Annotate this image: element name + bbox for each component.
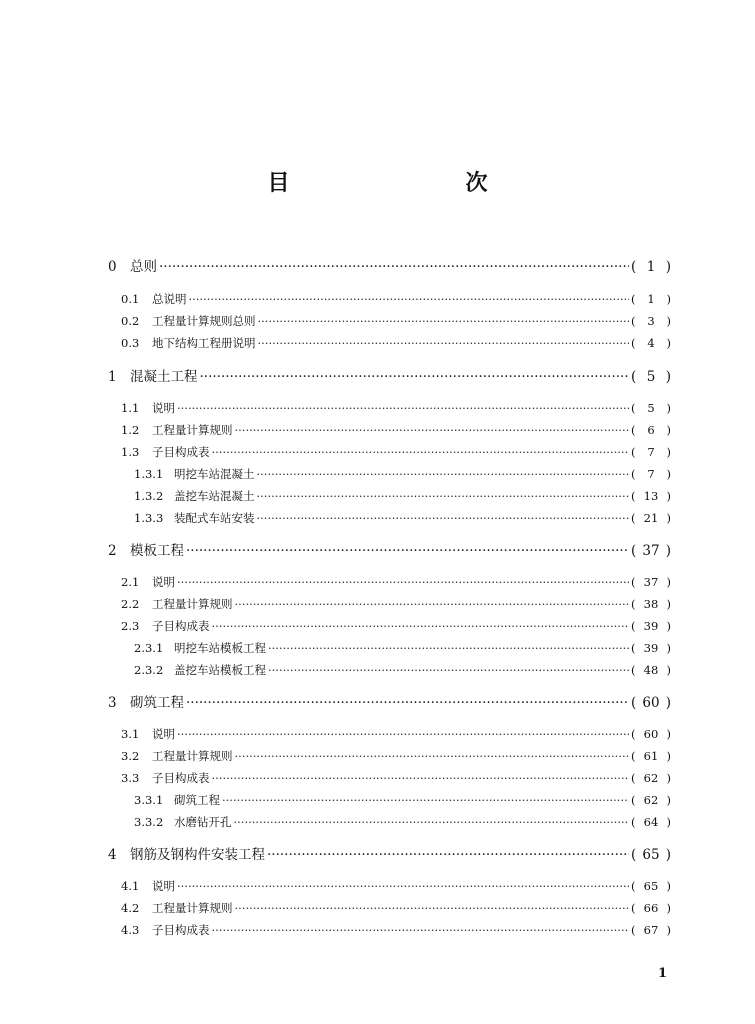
close-paren: ) [665,259,671,275]
toc-entry-number: 3.3.2 [134,815,164,829]
toc-entry-page [631,465,671,483]
toc-entry-page [631,617,671,635]
page-number-value: 65 [643,879,659,893]
toc-entry-title: 子目构成表 [152,923,210,937]
toc-entry-title: 钢筋及钢构件安装工程 [130,847,265,863]
dot-leader [177,877,629,895]
toc-entry-page [631,694,671,712]
page-number-value: 13 [643,489,659,503]
toc-entry[interactable] [0,421,755,439]
toc-entry-page [631,877,671,895]
close-paren: ) [666,445,671,459]
toc-entry[interactable] [0,595,755,613]
toc-entry-number: 3.2 [121,749,140,763]
dot-leader [212,921,630,939]
toc-entry-page [631,846,671,864]
close-paren: ) [666,815,671,829]
open-paren: ( [631,575,636,589]
open-paren: ( [631,336,636,350]
page-number-value: 1 [646,259,656,275]
page-number-value: 66 [643,901,659,915]
page-number-value: 5 [646,369,656,385]
dot-leader [258,334,630,352]
toc-entry-number: 0 [108,259,117,275]
open-paren: ( [631,511,636,525]
dot-leader [235,421,630,439]
toc-entry-page [631,747,671,765]
page-number-value: 64 [643,815,659,829]
toc-entry[interactable] [0,443,755,461]
toc-entry-page [631,290,671,308]
toc-entry[interactable] [0,769,755,787]
toc-entry-number: 2.3.1 [134,641,164,655]
page-number-value: 61 [643,749,659,763]
toc-entry-title: 工程量计算规则 [152,597,233,611]
toc-entry-number: 3.1 [121,727,140,741]
page-number-value: 62 [643,771,659,785]
toc-entry[interactable] [0,399,755,417]
toc-entry-title: 说明 [152,727,175,741]
close-paren: ) [666,749,671,763]
toc-entry-title: 明挖车站混凝土 [174,467,255,481]
dot-leader [212,443,630,461]
open-paren: ( [631,401,636,415]
close-paren: ) [666,901,671,915]
toc-entry-page [631,769,671,787]
page-title: 目 次 [267,171,532,196]
open-paren: ( [631,597,636,611]
toc-entry-page [631,258,671,276]
page-number-value: 3 [647,314,655,328]
open-paren: ( [631,695,637,711]
page-number-value: 67 [643,923,659,937]
toc-entry[interactable] [0,509,755,527]
dot-leader [222,791,629,809]
open-paren: ( [631,879,636,893]
toc-entry-title: 明挖车站模板工程 [174,641,266,655]
page-number-value: 60 [643,727,659,741]
page-number-value: 5 [647,401,655,415]
toc-entry-title: 水磨钻开孔 [174,815,232,829]
toc-entry-page [631,639,671,657]
toc-entry[interactable] [0,846,755,864]
open-paren: ( [631,815,636,829]
toc-entry-page [631,813,671,831]
toc-entry-page [631,661,671,679]
open-paren: ( [631,619,636,633]
dot-leader [186,694,629,712]
dot-leader [200,368,630,386]
dot-leader [235,899,630,917]
toc-entry-number: 1.3.1 [134,467,164,481]
close-paren: ) [665,543,671,559]
toc-entry-number: 2.1 [121,575,140,589]
toc-entry[interactable] [0,639,755,657]
toc-entry-number: 0.1 [121,292,140,306]
toc-entry[interactable] [0,813,755,831]
page-number-value: 21 [643,511,659,525]
close-paren: ) [666,314,671,328]
toc-entry-page [631,725,671,743]
dot-leader [235,595,630,613]
close-paren: ) [666,771,671,785]
toc-entry-page [631,542,671,560]
open-paren: ( [631,423,636,437]
close-paren: ) [666,423,671,437]
toc-entry-title: 总说明 [152,292,187,306]
dot-leader [189,290,630,308]
close-paren: ) [665,847,671,863]
toc-entry-page [631,595,671,613]
open-paren: ( [631,259,637,275]
page-number-value: 60 [642,695,660,711]
toc-entry-page [631,509,671,527]
toc-entry-title: 混凝土工程 [130,369,198,385]
toc-entry-title: 砌筑工程 [174,793,220,807]
toc-entry-title: 装配式车站安装 [174,511,255,525]
toc-entry-title: 砌筑工程 [130,695,184,711]
open-paren: ( [631,369,637,385]
page-number-value: 7 [647,445,655,459]
toc-entry-page [631,421,671,439]
toc-entry-title: 工程量计算规则 [152,901,233,915]
toc-entry-number: 1.1 [121,401,140,415]
dot-leader [235,747,630,765]
toc-entry-number: 4.1 [121,879,140,893]
open-paren: ( [631,663,636,677]
toc-entry[interactable] [0,542,755,560]
toc-entry-title: 工程量计算规则 [152,423,233,437]
open-paren: ( [631,467,636,481]
toc-entry[interactable] [0,573,755,591]
toc-entry[interactable] [0,921,755,939]
toc-entry-title: 子目构成表 [152,619,210,633]
open-paren: ( [631,847,637,863]
dot-leader [159,258,629,276]
page-number-value: 1 [647,292,655,306]
toc-entry-number: 1.2 [121,423,140,437]
close-paren: ) [666,923,671,937]
page-number-value: 65 [642,847,660,863]
page-number-value: 39 [643,641,659,655]
toc-entry-page [631,399,671,417]
close-paren: ) [666,292,671,306]
toc-entry[interactable] [0,791,755,809]
dot-leader [257,487,630,505]
close-paren: ) [666,641,671,655]
open-paren: ( [631,543,637,559]
toc-entry-title: 盖挖车站模板工程 [174,663,266,677]
toc-entry-number: 2 [108,543,117,559]
toc-entry-number: 0.2 [121,314,140,328]
toc-entry-page [631,487,671,505]
toc-entry-title: 说明 [152,401,175,415]
toc-entry[interactable] [0,334,755,352]
open-paren: ( [631,793,636,807]
dot-leader [258,312,630,330]
close-paren: ) [665,369,671,385]
toc-entry-page [631,368,671,386]
toc-entry-page [631,899,671,917]
dot-leader [212,617,630,635]
close-paren: ) [666,879,671,893]
toc-entry-page [631,921,671,939]
toc-entry-number: 3.3.1 [134,793,164,807]
open-paren: ( [631,489,636,503]
toc-entry[interactable] [0,465,755,483]
toc-entry-number: 4.3 [121,923,140,937]
close-paren: ) [666,619,671,633]
toc-entry-page [631,791,671,809]
close-paren: ) [666,467,671,481]
dot-leader [268,639,629,657]
open-paren: ( [631,445,636,459]
toc-entry-page [631,573,671,591]
page-number-value: 7 [647,467,655,481]
page-number-value: 4 [647,336,655,350]
dot-leader [186,542,629,560]
toc-entry-number: 1.3.3 [134,511,164,525]
toc-entry-title: 说明 [152,879,175,893]
dot-leader [267,846,629,864]
close-paren: ) [666,793,671,807]
toc-entry[interactable] [0,747,755,765]
toc-entry[interactable] [0,694,755,712]
close-paren: ) [666,663,671,677]
toc-entry-number: 1.3.2 [134,489,164,503]
close-paren: ) [666,511,671,525]
close-paren: ) [666,597,671,611]
toc-entry-number: 2.3 [121,619,140,633]
close-paren: ) [666,401,671,415]
toc-entry-title: 子目构成表 [152,445,210,459]
toc-entry-number: 4 [108,847,117,863]
toc-entry[interactable] [0,661,755,679]
toc-entry[interactable] [0,899,755,917]
toc-entry[interactable] [0,487,755,505]
close-paren: ) [666,575,671,589]
toc-entry-number: 2.3.2 [134,663,164,677]
page-number-value: 38 [643,597,659,611]
dot-leader [234,813,630,831]
toc-entry-title: 说明 [152,575,175,589]
page-number-value: 37 [642,543,660,559]
toc-entry-number: 1 [108,369,117,385]
toc-entry[interactable] [0,617,755,635]
open-paren: ( [631,771,636,785]
open-paren: ( [631,923,636,937]
page-number: 1 [657,966,667,981]
toc-entry-title: 工程量计算规则总则 [152,314,256,328]
page-number-value: 37 [643,575,659,589]
toc-entry-page [631,334,671,352]
toc-entry-number: 3 [108,695,117,711]
open-paren: ( [631,727,636,741]
open-paren: ( [631,292,636,306]
open-paren: ( [631,641,636,655]
close-paren: ) [666,489,671,503]
open-paren: ( [631,901,636,915]
dot-leader [268,661,629,679]
toc-entry[interactable] [0,368,755,386]
toc-entry-number: 3.3 [121,771,140,785]
toc-entry[interactable] [0,258,755,276]
toc-entry-title: 子目构成表 [152,771,210,785]
toc-entry-title: 总则 [130,259,157,275]
toc-entry-number: 1.3 [121,445,140,459]
page-number-value: 48 [643,663,659,677]
page-number-value: 39 [643,619,659,633]
toc-entry-title: 盖挖车站混凝土 [174,489,255,503]
dot-leader [177,399,629,417]
toc-entry[interactable] [0,877,755,895]
page-number-value: 6 [647,423,655,437]
close-paren: ) [666,727,671,741]
toc-entry[interactable] [0,290,755,308]
close-paren: ) [666,336,671,350]
close-paren: ) [665,695,671,711]
dot-leader [177,573,629,591]
open-paren: ( [631,314,636,328]
toc-entry-title: 地下结构工程册说明 [152,336,256,350]
dot-leader [212,769,630,787]
toc-entry-page [631,443,671,461]
toc-entry-title: 工程量计算规则 [152,749,233,763]
toc-entry-number: 4.2 [121,901,140,915]
open-paren: ( [631,749,636,763]
page-number-value: 62 [643,793,659,807]
toc-entry[interactable] [0,725,755,743]
toc-entry-number: 0.3 [121,336,140,350]
dot-leader [257,465,630,483]
dot-leader [257,509,630,527]
dot-leader [177,725,629,743]
toc-entry-number: 2.2 [121,597,140,611]
toc-entry-title: 模板工程 [130,543,184,559]
toc-entry-page [631,312,671,330]
toc-entry[interactable] [0,312,755,330]
